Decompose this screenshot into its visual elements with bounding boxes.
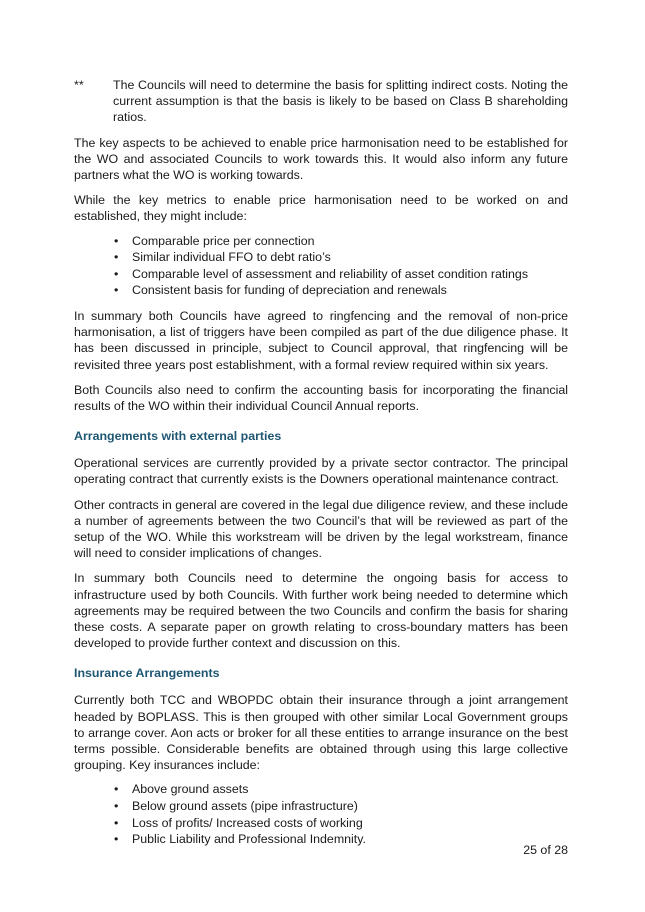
paragraph: In summary both Councils have agreed to ringfencing and the removal of non-price harmonisation, a list of triggers have been compiled as part of the due diligence phase. It has been discussed in principle, subject to Council approval, that ringfencing will be revisited three years post establishment, with a formal review required within six years. — [74, 309, 568, 372]
paragraph: The key aspects to be achieved to enable price harmonisation need to be established for the WO and associated Councils to work towards this. It would also inform any future partners what the WO is working towards. — [74, 135, 568, 183]
list-item: • Consistent basis for funding of depreciation and renewals — [114, 283, 447, 298]
paragraph: While the key metrics to enable price harmonisation need to be worked on and established, they might include: — [74, 193, 568, 224]
paragraph: Both Councils also need to confirm the accounting basis for incorporating the financial results of the WO within their individual Council Annual reports. — [74, 382, 568, 414]
bullet-icon: • — [114, 799, 119, 814]
list-item: • Loss of profits/ Increased costs of working — [114, 815, 363, 830]
list-item: • Public Liability and Professional Indemnity. — [114, 832, 366, 847]
bullet-icon: • — [114, 233, 119, 248]
paragraph: Operational services are currently provided by a private sector contractor. The principal operating contract that currently exists is the Downers operational maintenance contract. — [74, 456, 568, 487]
footnote-marker: ** — [74, 78, 84, 92]
bullet-icon: • — [114, 832, 119, 847]
section-heading-external: Arrangements with external parties — [74, 429, 282, 444]
paragraph: In summary both Councils need to determine the ongoing basis for access to infrastructure used by both Councils. With further work being needed to determine which agreements may be required between the two Councils and confirm the basis for sharing these costs. A separate paper on growth relating to cross-boundary matters has been developed to provide further context and discussion on this. — [74, 571, 568, 651]
footnote-text: The Councils will need to determine the basis for splitting indirect costs. Noting the current assumption is that the basis is likely to be based on Class B shareholding ratios. — [113, 78, 568, 125]
list-item: • Above ground assets — [114, 782, 249, 797]
bullet-icon: • — [114, 250, 119, 265]
paragraph: Other contracts in general are covered in the legal due diligence review, and these include a number of agreements between the two Council’s that will be reviewed as part of the setup of the WO. While this workstream will be driven by the legal workstream, finance will need to consider implications of changes. — [74, 497, 568, 561]
section-heading-insurance: Insurance Arrangements — [74, 666, 220, 681]
page-number: 25 of 28 — [523, 843, 568, 857]
bullet-icon: • — [114, 815, 119, 830]
list-item: • Similar individual FFO to debt ratio’s — [114, 250, 331, 265]
list-item: • Below ground assets (pipe infrastructure) — [114, 799, 358, 814]
paragraph: Currently both TCC and WBOPDC obtain their insurance through a joint arrangement headed by BOPLASS. This is then grouped with other similar Local Government groups to arrange cover. Aon acts or broker for all these entities to arrange insurance on the best terms possible. Considerable benefits are obtained through using this large collective grouping. Key insurances include: — [74, 693, 568, 773]
list-item: • Comparable level of assessment and reliability of asset condition ratings — [114, 266, 529, 281]
bullet-icon: • — [114, 266, 119, 281]
metrics-list — [74, 233, 568, 299]
list-item: • Comparable price per connection — [114, 233, 315, 248]
footnote-block — [74, 77, 568, 126]
bullet-icon: • — [114, 283, 119, 298]
insurance-list — [74, 781, 568, 847]
bullet-icon: • — [114, 782, 119, 797]
